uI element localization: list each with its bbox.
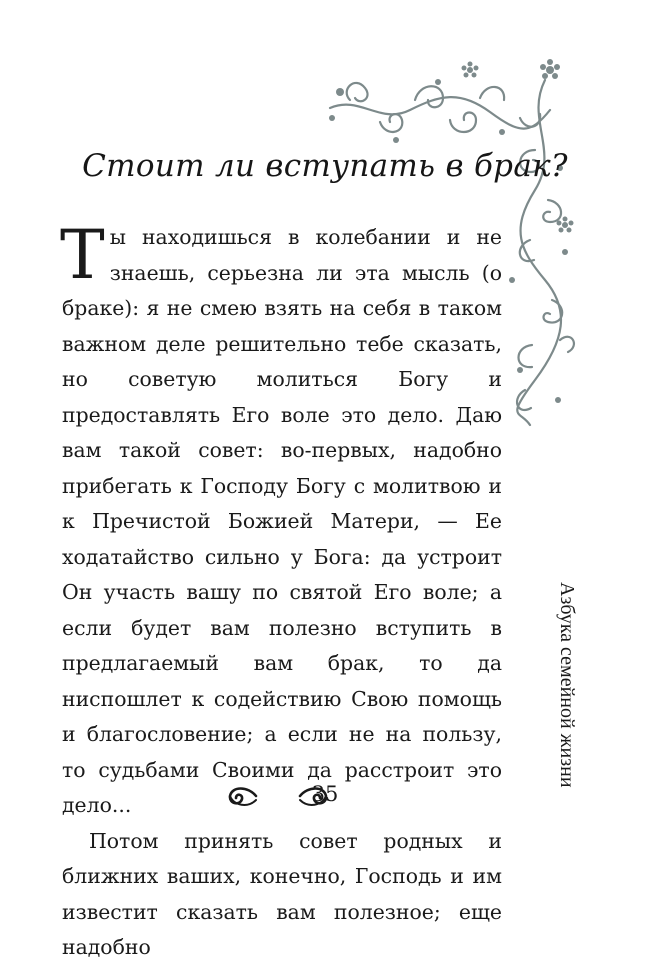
running-title: Азбука семейной жизни (556, 582, 578, 788)
paragraph-2: Потом принять совет родных и ближних ваших, конечно, Господь и им известит сказать вам полезное; еще надобно (62, 828, 502, 959)
right-swirl-icon (298, 782, 330, 810)
page-footer (0, 776, 650, 816)
page-title: Стоит ли вступать в брак? (82, 148, 568, 184)
page-number: 35 (311, 782, 339, 806)
paragraph-1-text: ы находишься в колебании и не знаешь, серьезна ли эта мысль (о браке): я не смею взять на себя в таком важном деле решительно тебе сказать, но советую молиться Богу и предоставлять Его воле это дело. Даю вам такой совет: во-первых, надобно прибегать к Господу Богу с молитвою и к Пречистой Божией Матери, — Ее ходатайство сильно у Бога: да устроит Он участь вашу по святой Его воле; а если будет вам полезно вступить в предлагаемый вам брак, то да ниспошлет к содействию Свою помощь и благословение; а если не на пользу, то судьбами Своими да расстроит это дело... (62, 225, 502, 817)
paragraph-1 (60, 216, 502, 824)
body-text (60, 216, 502, 966)
drop-cap: Т (60, 216, 105, 294)
